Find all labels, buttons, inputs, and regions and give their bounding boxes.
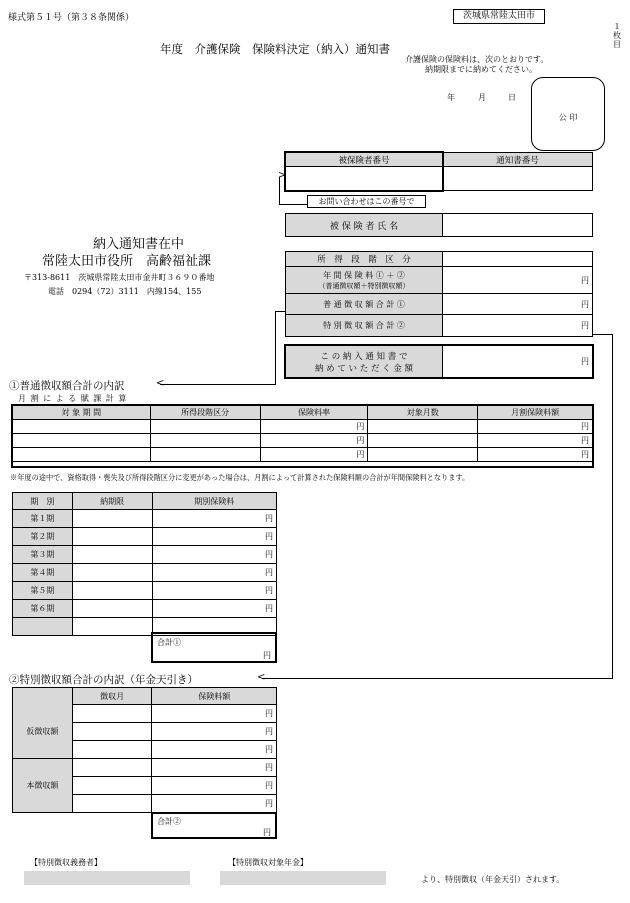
- table-row: 第６期 円: [13, 600, 277, 618]
- table-row: 円 円: [13, 434, 593, 448]
- page-marker: １枚目: [613, 22, 621, 49]
- special-value: 円: [442, 314, 593, 337]
- table-row: 第２期 円: [13, 528, 277, 546]
- col-amount: 保険料額: [152, 688, 277, 705]
- insured-no-frame: [284, 151, 444, 192]
- form-number: 様式第５１号（第３８条関係）: [8, 13, 135, 23]
- arrow-left-icon: <: [156, 378, 165, 389]
- total1-box: [151, 632, 277, 663]
- payment-label: [286, 346, 443, 377]
- section1-subtitle: 月 割 に よ る 賦 課 計 算: [18, 394, 128, 403]
- table-row: 円: [13, 741, 277, 759]
- notice-line-2: 納期限までに納めてください。: [425, 65, 537, 74]
- connector-1-v: [275, 311, 276, 385]
- total1-yen: 円: [263, 651, 271, 660]
- office-line-2: 常陸太田市役所 高齢福祉課: [42, 254, 212, 269]
- payment-label-1: こ の 納 入 通 知 書 で: [320, 351, 408, 362]
- pension-field: [220, 871, 386, 885]
- col-monthly-amount: 月割保険料額: [478, 406, 593, 420]
- arrow-right-icon: >: [278, 170, 287, 181]
- notice-no-value: [442, 166, 593, 191]
- income-class-label: 所 得 段 階 区 分: [285, 251, 443, 267]
- annual-value: 円: [442, 266, 593, 294]
- table-row: 第４期 円: [13, 564, 277, 582]
- col-income-class: 所得段階区分: [150, 406, 260, 420]
- special-table: [12, 687, 277, 813]
- office-address: 〒313-8611 茨城県常陸太田市金井町３６９０番地: [24, 273, 215, 282]
- payment-value: 円: [581, 357, 589, 366]
- date-day: 日: [508, 93, 516, 102]
- connector-2-h: [593, 334, 613, 335]
- payment-label-2: 納 め て い た だ く 金 額: [314, 363, 414, 374]
- office-line-1: 納入通知書在中: [93, 237, 185, 252]
- date-year: 年: [447, 93, 455, 102]
- table-row: 円 円: [13, 420, 593, 434]
- pension-label: 【特別徴収対象年金】: [228, 858, 308, 867]
- seal-label: 公 印: [558, 113, 578, 122]
- notice-no-label: 通知書番号: [442, 152, 593, 167]
- total1-label: 合計①: [157, 638, 181, 647]
- income-class-value: [442, 251, 593, 267]
- arrow-line: [279, 177, 280, 205]
- footer-tail: より、特別徴収（年金天引）されます。: [421, 875, 565, 884]
- page-title: 年度 介護保険 保険料決定（納入）通知書: [160, 42, 390, 56]
- total2-yen: 円: [263, 828, 271, 837]
- municipality-box: [453, 9, 545, 24]
- total2-label: 合計②: [157, 817, 181, 826]
- col-period: 対 象 期 間: [13, 406, 151, 420]
- table-row: 第１期 円: [13, 510, 277, 528]
- table-row: 本徴収額 円: [13, 759, 277, 777]
- section2-title: ②特別徴収額合計の内訳（年金天引き）: [9, 674, 198, 686]
- table-row: 仮徴収額 円: [13, 705, 277, 723]
- main-label: 本徴収額: [13, 759, 73, 813]
- ordinary-label: 普 通 徴 収 額 合 計 ①: [285, 293, 443, 315]
- col-rate: 保険料率: [260, 406, 368, 420]
- table-row: 円: [13, 723, 277, 741]
- total2-box: [151, 812, 277, 839]
- municipality: 茨城県常陸太田市: [462, 11, 535, 21]
- provisional-label: 仮徴収額: [13, 705, 73, 759]
- obligor-label: 【特別徴収義務者】: [30, 858, 102, 867]
- insured-no-label: 被保険者番号: [285, 152, 443, 167]
- connector-1-h: [275, 311, 285, 312]
- installment-table: [12, 492, 277, 636]
- ordinary-value: 円: [442, 293, 593, 315]
- annual-label-1: 年 間 保 険 料 ① ＋ ②: [323, 270, 405, 280]
- table-row: 円: [13, 777, 277, 795]
- date-month: 月: [478, 93, 486, 102]
- col-months: 対象月数: [368, 406, 478, 420]
- connector-1-bottom: [160, 384, 276, 385]
- annual-label-2: （普通徴収額＋特別徴収額）: [318, 281, 410, 290]
- section1-note: ※年度の途中で、資格取得・喪失及び所得段階区分に変更があった場合は、月割によって計算された保険料額の合計が年間保険料となります。: [10, 473, 470, 482]
- col-due: 納期限: [72, 493, 152, 510]
- col-term-amount: 期別保険料: [152, 493, 277, 510]
- insured-name-value: [442, 213, 593, 237]
- connector-2-v: [612, 334, 613, 679]
- notice-line-1: 介護保険の保険料は、次のとおりです。: [405, 55, 549, 64]
- col-collect-month: 徴収月: [72, 688, 152, 705]
- office-phone: 電話 0294（72）3111 内線154、155: [48, 287, 202, 296]
- insured-name-label: 被 保 険 者 氏 名: [285, 213, 443, 237]
- table-row: 円: [13, 795, 277, 813]
- table-row: 円 円: [13, 448, 593, 462]
- section1-title: ①普通徴収額合計の内訳: [9, 380, 125, 392]
- col-term: 期 別: [13, 493, 73, 510]
- obligor-field: [24, 871, 190, 885]
- seal-box: [531, 77, 605, 151]
- arrow-line-h: [279, 204, 307, 205]
- monthly-table-frame: [11, 404, 594, 468]
- annual-label: [285, 266, 443, 294]
- inquiry-note: お問い合わせはこの番号で: [307, 195, 426, 208]
- table-row: 第３期 円: [13, 546, 277, 564]
- arrow-left-icon-2: <: [257, 672, 266, 683]
- table-row: 第５期 円: [13, 582, 277, 600]
- connector-2-bottom: [262, 678, 613, 679]
- special-label: 特 別 徴 収 額 合 計 ②: [285, 314, 443, 337]
